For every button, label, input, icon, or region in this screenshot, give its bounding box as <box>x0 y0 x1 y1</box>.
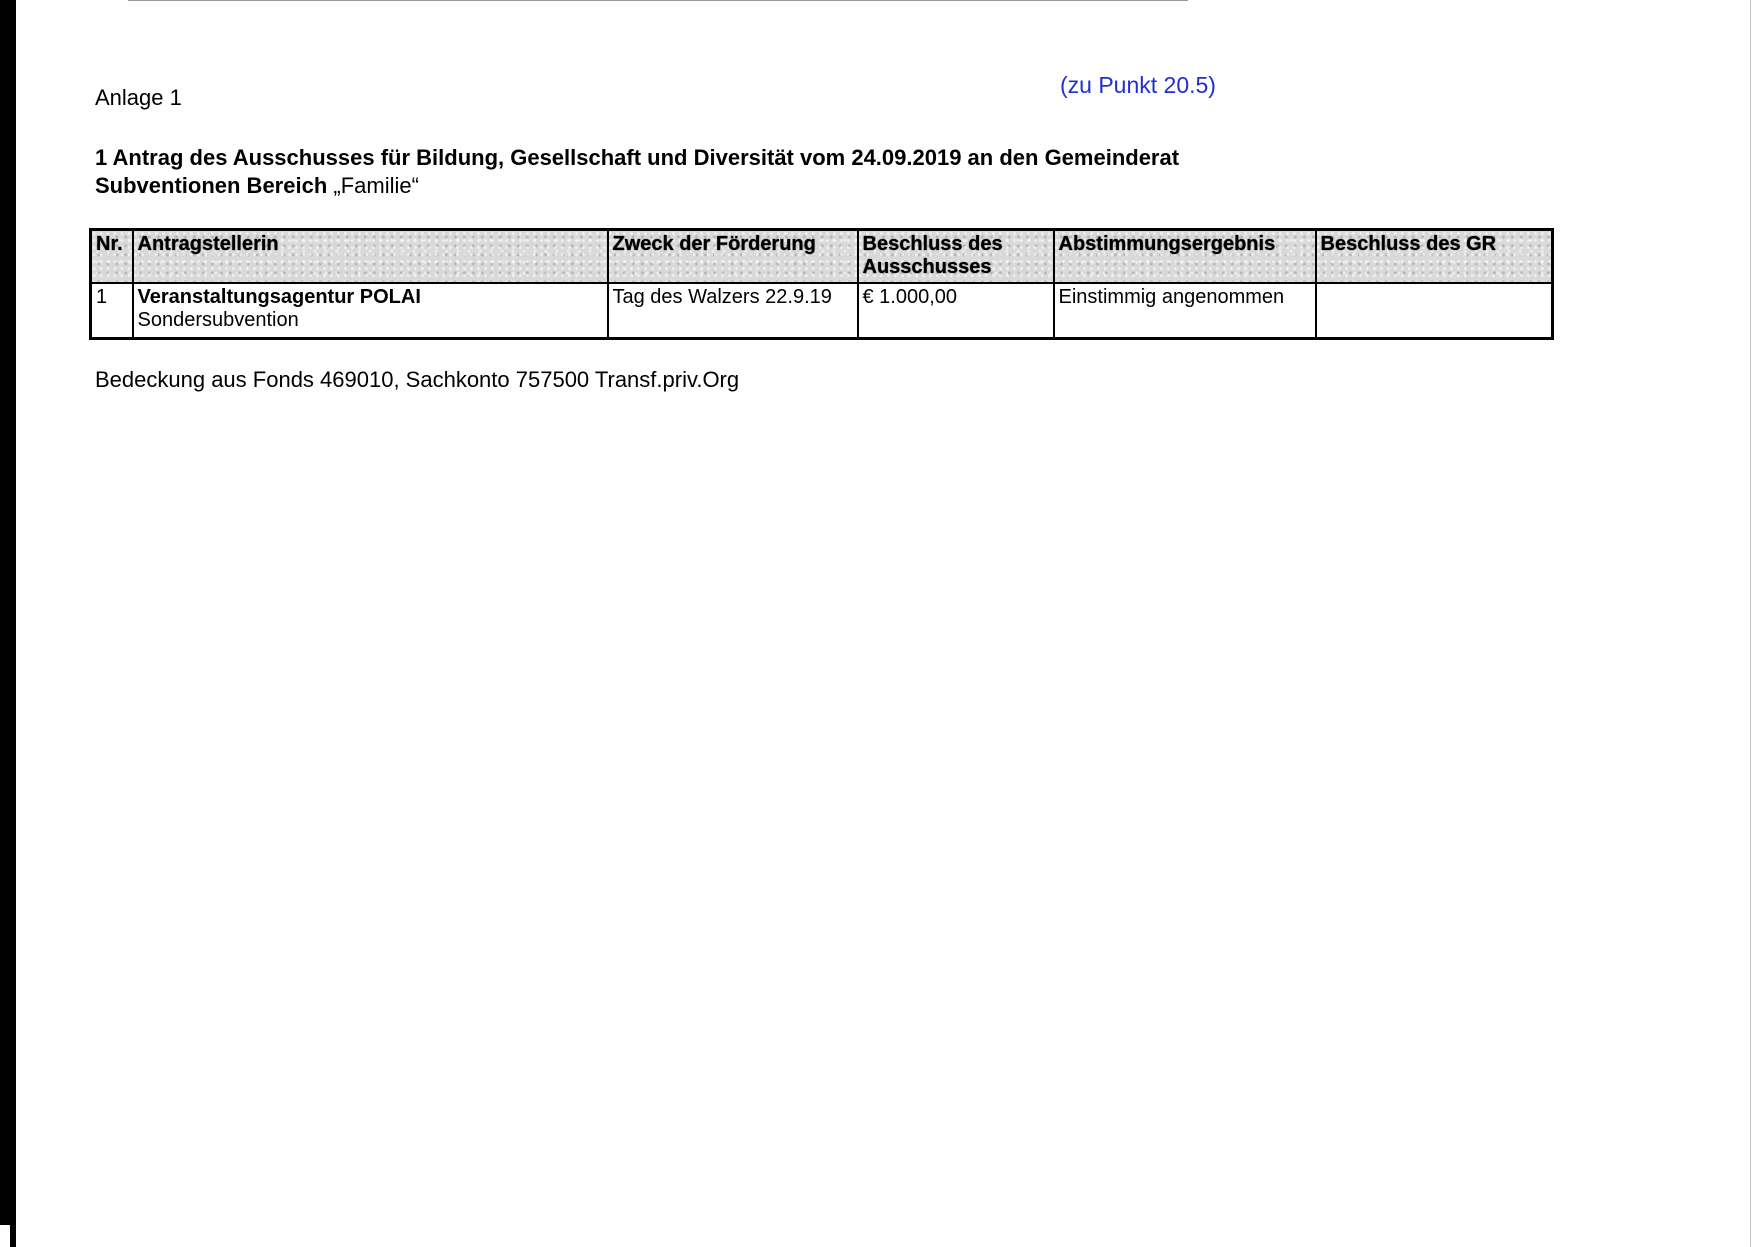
cell-zweck: Tag des Walzers 22.9.19 <box>608 283 858 339</box>
cell-antragstellerin <box>133 283 608 339</box>
header-antragstellerin: Antragstellerin <box>133 230 608 284</box>
scan-edge-top <box>128 0 1188 1</box>
table-header-row <box>91 230 1553 284</box>
title-line-2-category: „Familie“ <box>333 173 419 198</box>
subsidy-table <box>89 228 1554 340</box>
title-line-2-bold: Subventionen Bereich <box>95 173 334 198</box>
header-beschluss-ausschuss: Beschluss des Ausschusses <box>858 230 1054 284</box>
document-title <box>95 144 1445 200</box>
cell-nr: 1 <box>91 283 133 339</box>
cell-abstimmung: Einstimmig angenommen <box>1054 283 1316 339</box>
applicant-subsidy-type: Sondersubvention <box>137 309 299 331</box>
header-beschluss-gr: Beschluss des GR <box>1316 230 1553 284</box>
header-nr: Nr. <box>91 230 133 284</box>
applicant-name: Veranstaltungsagentur POLAI <box>137 286 421 308</box>
anlage-label: Anlage 1 <box>95 85 182 110</box>
scan-edge-left-gap <box>0 1225 10 1247</box>
table-row <box>91 283 1553 339</box>
cell-betrag: € 1.000,00 <box>858 283 1054 339</box>
cell-beschluss-gr <box>1316 283 1553 339</box>
title-line-2 <box>95 172 1445 200</box>
scan-edge-left <box>0 0 16 1247</box>
header-abstimmung: Abstimmungsergebnis <box>1054 230 1316 284</box>
title-line-1: 1 Antrag des Ausschusses für Bildung, Gesellschaft und Diversität vom 24.09.2019 an den Gemeinderat <box>95 145 1180 170</box>
agenda-item-reference: (zu Punkt 20.5) <box>1060 72 1216 98</box>
header-zweck: Zweck der Förderung <box>608 230 858 284</box>
funding-source-note: Bedeckung aus Fonds 469010, Sachkonto 757500 Transf.priv.Org <box>95 367 740 392</box>
scan-edge-right <box>1750 0 1751 1247</box>
